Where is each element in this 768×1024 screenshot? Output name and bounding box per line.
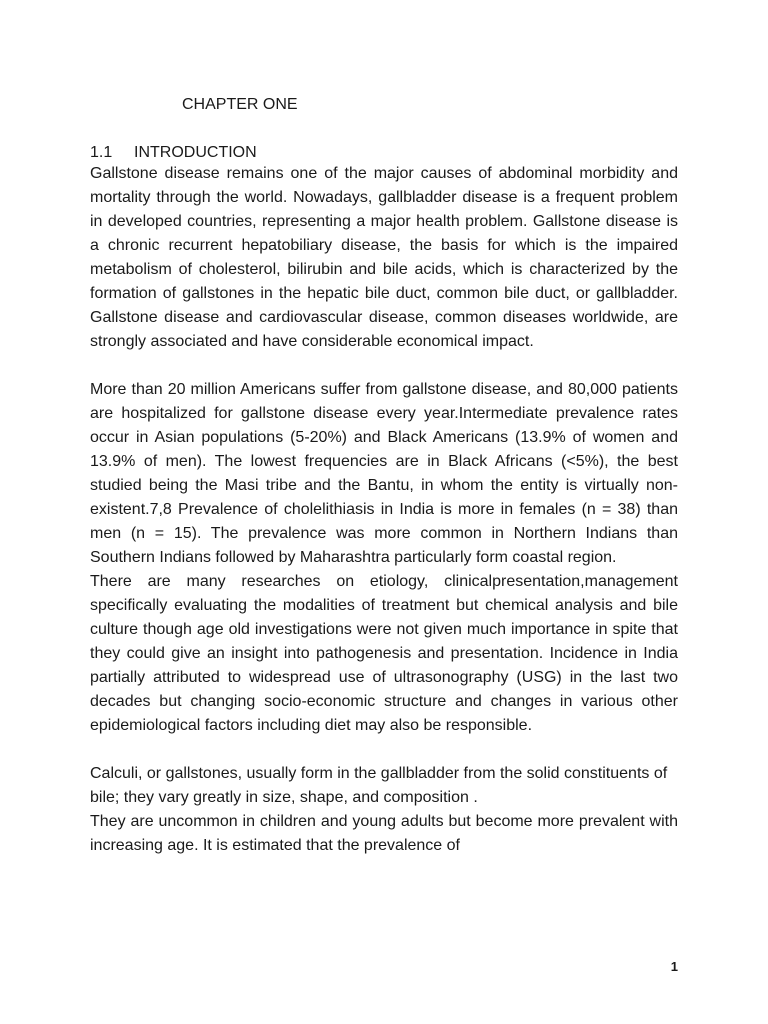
chapter-title: CHAPTER ONE: [182, 96, 298, 113]
paragraph-age-prevalence: They are uncommon in children and young adults but become more prevalent with increasing age. It is estimated that the prevalence of: [90, 813, 678, 854]
paragraph-prevalence: More than 20 million Americans suffer from gallstone disease, and 80,000 patients are hospitalized for gallstone disease every year.Intermediate prevalence rates occur in Asian populations (5-20%) and Black Americans (13.9% of women and 13.9% of men). The lowest frequencies are in Black Africans (<5%), the best studied being the Masi tribe and the Bantu, in whom the entity is virtually non-existent.7,8 Prevalence of cholelithiasis in India is more in females (n = 38) than men (n = 15). The prevalence was more common in Northern Indians than Southern Indians followed by Maharashtra particularly form coastal region.: [90, 381, 678, 566]
section-title: INTRODUCTION: [134, 144, 257, 161]
paragraph-research: There are many researches on etiology, clinicalpresentation,management specifically evaluating the modalities of treatment but chemical analysis and bile culture though age old investigations were not given much importance in spite that they could give an insight into pathogenesis and presentation. Incidence in India partially attributed to widespread use of ultrasonography (USG) in the last two decades but changing socio-economic structure and changes in various other epidemiological factors including diet may also be responsible.: [90, 573, 678, 734]
page-number: 1: [670, 959, 678, 974]
section-number: 1.1: [90, 144, 113, 161]
paragraph-gallstone-overview: Gallstone disease remains one of the major causes of abdominal morbidity and mortality through the world. Nowadays, gallbladder disease is a frequent problem in developed countries, representing a major health problem. Gallstone disease is a chronic recurrent hepatobiliary disease, the basis for which is the impaired metabolism of cholesterol, bilirubin and bile acids, which is characterized by the formation of gallstones in the hepatic bile duct, common bile duct, or gallbladder. Gallstone disease and cardiovascular disease, common diseases worldwide, are strongly associated and have considerable economical impact.: [90, 165, 678, 350]
paragraph-calculi: Calculi, or gallstones, usually form in the gallbladder from the solid constituents of bile; they vary greatly in size, shape, and composition .: [90, 765, 668, 806]
body-text: [90, 162, 678, 858]
